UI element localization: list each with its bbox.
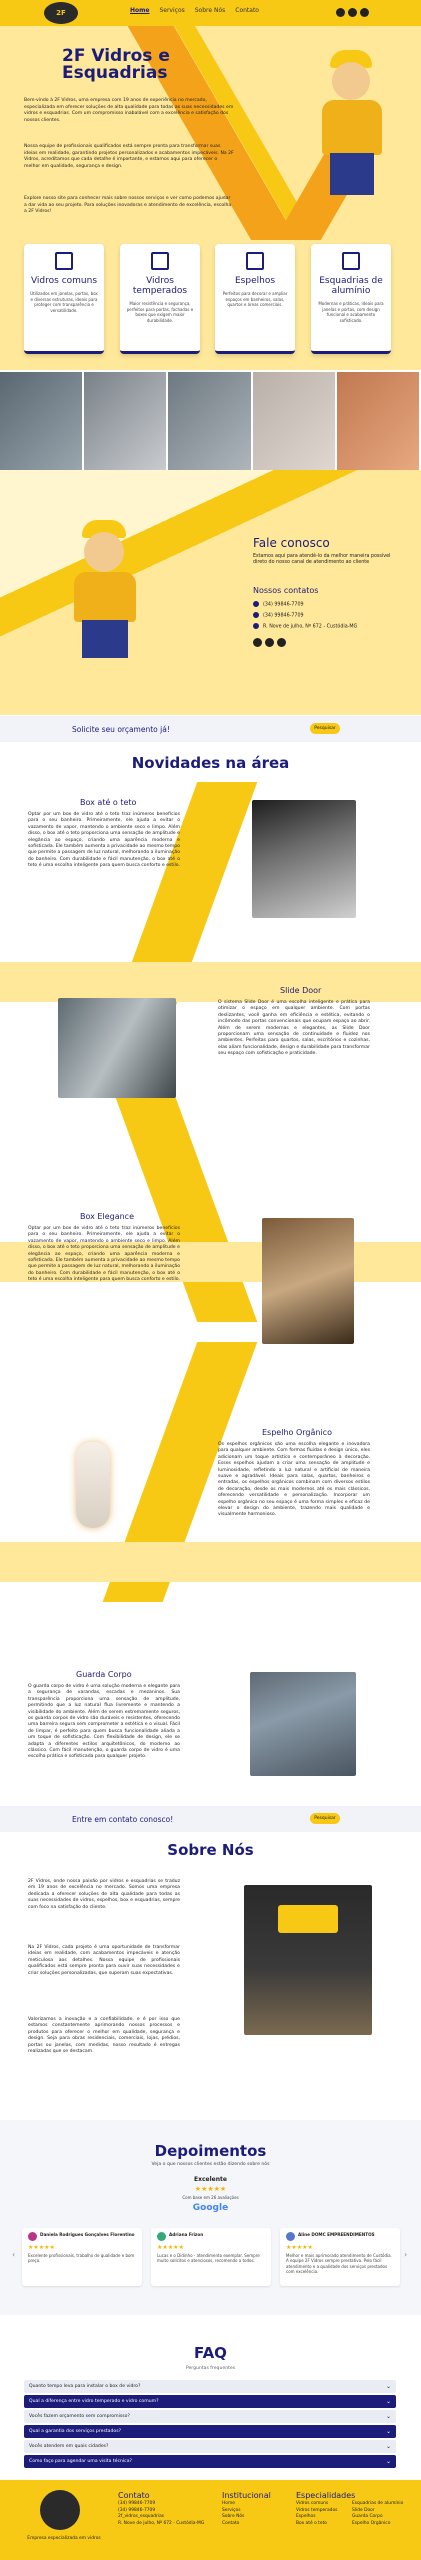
service-card[interactable] [24,244,104,354]
hero-paragraph: Bem-vindo à 2F Vidros, uma empresa com 19 anos de experiência no mercado, especializada em oferecer soluções de alta qualidade para todas as suas necessidades em vidros e esquadrias. Com um compromisso inabalável com a excelência e satisfação dos nossos clientes. [24,98,234,123]
hero-title: 2F Vidros e Esquadrias [62,46,170,83]
testimonials-subtitle: Veja o que nossos clientes estão dizendo sobre nós [151,2162,270,2167]
news-item-text: Optar por um box de vidro até o teto traz inúmeros benefícios para o seu banheiro. Primeiramente, ele ajuda a evitar o vazamento de vapor, mantendo o ambiente seco e limpo. Além disso, o box até o teto proporciona uma sensação de amplitude e elegância ao espaço, criando uma aparência moderna e sofisticada. Ele também aumenta a privacidade ao mesmo tempo que permite a passagem de luz natural, melhorando a iluminação do banheiro. Com durabilidade e fácil manutenção, o box até o teto é uma escolha inteligente para quem busca conforto e estilo. [28,812,180,869]
rating-text: Com base em 26 avaliações [182,2195,239,2200]
faq-item[interactable]: Qual a garantia dos serviços prestados? ⌄ [24,2425,396,2438]
mascot-illustration [312,50,392,200]
location-icon [253,623,259,629]
news-section [0,742,421,1788]
quote-text: Solicite seu orçamento já! [72,725,170,734]
footer-especialidades: Especialidades Vidros comuns Vidros temperados Espelhos Box até o teto [296,2491,356,2526]
elegance-image [262,1218,354,1344]
card-title: Vidros comuns [30,276,98,286]
instagram-icon[interactable] [253,638,262,647]
avatar [157,2232,166,2241]
footer-institucional: Institucional Home Serviços Sobre Nós Contato [222,2491,271,2526]
gallery-image[interactable] [337,372,421,470]
rating-label: Excelente [194,2176,227,2183]
social-icons [336,8,369,17]
decor-band [0,962,421,1002]
card-desc: Modernas e práticas, ideais para janelas e portas, com design funcional e acabamento sofisticado. [318,301,384,323]
faq-title: FAQ [194,2344,227,2362]
faq-subtitle: Perguntas frequentes [185,2366,236,2371]
contact-bar-text: Entre em contato conosco! [72,1815,174,1824]
footer [0,2480,421,2560]
card-title: Esquadrias de alumínio [319,276,383,296]
hero-section [0,26,421,240]
contact-address: R. Nove de julho, Nº 672 - Custódia-MG [253,623,357,630]
testimonials-section [0,2120,421,2315]
gallery-image[interactable] [168,372,252,470]
hero-paragraph: Explore nosso site para conhecer mais sobre nossos serviços e ver como podemos ajudar a dar vida ao seu projeto. Para soluções inovadoras e atendimento de excelência, escolha a 2F Vidros! [24,196,232,214]
contact-subtitle: Estamos aqui para atendê-lo da melhor maneira possível direto do nosso canal de atendimento ao cliente [253,554,391,565]
faq-item[interactable]: Qual a diferença entre vidro temperado e vidro comum? ⌄ [24,2395,396,2408]
slide-door-image [58,998,176,1098]
service-card[interactable] [120,244,200,354]
service-card[interactable] [215,244,295,354]
top-nav [0,0,421,26]
mirror-image [76,1442,110,1528]
footer-company: Empresa especializada em vidros [27,2536,101,2541]
decor-band [0,1542,421,1582]
chevron-down-icon: ⌄ [385,2443,391,2450]
glass-icon [151,252,169,270]
card-desc: Perfeitos para decorar e ampliar espaços em banheiros, salas, quartos e áreas comerciais. [222,291,288,307]
rating-stars: ★★★★★ [194,2185,227,2193]
nav-sobre[interactable]: Sobre Nós [194,7,226,14]
about-paragraph: 2F Vidros, onde nossa paixão por vidros e esquadrias se traduz em 19 anos de excelência no mercado. Somos uma empresa dedicada a oferecer soluções de alta qualidade para todas as suas necessidades de vidros, espelhos, box e esquadrias, sempre com foco na satisfação do cliente. [28,1879,180,1910]
card-desc: Maior resistência e segurança, perfeitos para portas, fachadas e boxes que exigem maior durabilidade. [126,301,194,323]
testimonials-title: Depoimentos [154,2142,267,2160]
logo[interactable]: 2F [44,2,78,24]
news-item-text: O sistema Slide Door é uma escolha inteligente e prática para otimizar o espaço em qualquer ambiente. Com portas deslizantes, você ganha em eficiência e estética, evitando o incômodo das portas convencionais que ocupam espaço ao abrir. Além de serem modernas e elegantes, as Slide Door proporcionam uma sensação de continuidade e fluidez nos ambientes. Perfeitas para quartos, salas, escritórios e cozinhas, elas aliam funcionalidade, design e durabilidade para transformar seu espaço com sofisticação e praticidade. [218,1000,370,1057]
about-paragraph: Na 2F Vidros, cada projeto é uma oportunidade de transformar ideias em realidade, com acabamentos impecáveis e atenção meticulosa aos detalhes. Nossa equipe de profissionais qualificados está sempre pronta para ouvir suas necessidades e criar soluções personalizadas, que superam suas expectativas. [28,1945,180,1976]
footer-contact: Contato (34) 99846-7709 (34) 99846-7709 2f_vidros_esquadrias R. Nove de julho, Nº 672 - Custódia-MG [118,2491,205,2526]
photo-gallery [0,372,421,470]
quote-bar [0,716,421,742]
review-card: Adriana Frizon ★★★★★ Lucas e o Didinho - atendimento exemplar. Sempre muito solícitos e atenciosos, recomendo a todos. [151,2228,271,2286]
chevron-down-icon: ⌄ [385,2428,391,2435]
card-desc: Utilizados em janelas, portas, box e diversas estruturas, ideais para proteger com transparência e versatilidade. [30,291,98,313]
news-item-title: Box até o teto [80,798,137,807]
quote-button[interactable]: Pesquisar [310,723,340,734]
contact-social [253,638,286,647]
chevron-down-icon: ⌄ [385,2458,391,2465]
contact-section [0,470,421,715]
mascot-illustration [60,520,150,660]
faq-item[interactable]: Quanto tempo leva para instalar o box de vidro? ⌄ [24,2380,396,2393]
about-paragraph: Valorizamos a inovação e a confiabilidade, e é por isso que estamos constantemente aprimorando nossos processos e produtos para oferecer o melhor em qualidade, segurança e design. Seja para obras residenciais, comerciais, lojas, prédios, portas ou janelas, com medidas, nosso resultado é entregas realizadas que se destacam. [28,2017,180,2055]
box-image [252,800,356,918]
nav-links [130,7,259,14]
google-logo: Google [192,2203,229,2213]
contact-bar [0,1806,421,1832]
about-title: Sobre Nós [167,1841,254,1859]
facebook-icon[interactable] [265,638,274,647]
instagram-icon[interactable] [336,8,345,17]
gallery-image[interactable] [253,372,337,470]
prev-arrow-icon[interactable]: ‹ [12,2250,16,2259]
window-icon [55,252,73,270]
phone-icon [253,601,259,607]
chevron-down-icon: ⌄ [385,2413,391,2420]
review-card: Aline DOMC EMPREENDIMENTOS ★★★★★ Melhor e mais aprimorado atendimento de Custódia. A equipe 2F Vidros sempre prestativa. Pelo fácil atendimento e a qualidade dos serviços prestados com excelência. [280,2228,400,2286]
guard-rail-image [250,1672,356,1776]
whatsapp-icon[interactable] [360,8,369,17]
faq-item[interactable]: Como faço para agendar uma visita técnica? ⌄ [24,2455,396,2468]
nav-home[interactable]: Home [130,7,150,14]
contact-whatsapp[interactable]: (34) 99846-7709 [253,612,304,619]
contact-bar-button[interactable]: Pesquisar [310,1813,340,1824]
facebook-icon[interactable] [348,8,357,17]
review-card: Daniela Rodrigues Gonçalves Florentino ★★★★★ Excelente profissionais, trabalho de qualidade e bom preço. [22,2228,142,2286]
card-title: Vidros temperados [132,276,188,296]
avatar [286,2232,295,2241]
news-item-text: O guarda corpo de vidro é uma solução moderna e elegante para a segurança de varandas, escadas e mezaninos. Sua transparência proporciona uma sensação de amplitude, permitindo que a luz natural flua livremente e mantendo a visibilidade do ambiente. Além de serem extremamente seguros, os guarda corpos de vidro são duráveis e resistentes, oferecendo uma barreira segura sem comprometer a estética e o visual. Fácil de limpar, é perfeito para quem busca funcionalidade aliada a um toque de sofisticação. Com flexibilidade de design, ele se adapta a diferentes estilos arquitetônicos, do moderno ao clássico. Com fácil manutenção, o guarda corpo de vidro é uma escolha prática e sofisticada para qualquer projeto. [28,1684,180,1760]
card-title: Espelhos [234,276,276,286]
whatsapp-icon[interactable] [277,638,286,647]
news-title: Novidades na área [131,754,290,772]
nav-contato[interactable]: Contato [235,7,259,14]
news-item-text: Os espelhos orgânicos são uma escolha elegante e inovadora para qualquer ambiente. Com formas fluidas e design único, eles adicionam um toque artístico e contemporâneo à decoração. Esses espelhos ajudam a criar uma sensação de amplitude e luminosidade, refletindo a luz natural e artificial de maneira suave e agradável. Ideais para salas, quartos, banheiros e entradas, os espelhos orgânicos combinam com diversos estilos de decoração, desde os mais modernos até os mais clássicos, oferecendo versatilidade e personalização. Incorporar um espelho orgânico no seu espaço é uma forma simples e eficaz de elevar o design do ambiente, trazendo mais qualidade e visualmente harmonioso. [218,1442,370,1518]
next-arrow-icon[interactable]: › [404,2250,408,2259]
about-section [0,1835,421,2115]
store-image [244,1885,372,2035]
news-item-title: Box Elegance [80,1212,134,1221]
frame-icon [342,252,360,270]
news-item-title: Slide Door [280,986,322,995]
services-section [0,240,421,370]
service-card[interactable] [311,244,391,354]
footer-especialidades-2: Esquadrias de alumínio Slide Door Guarda Corpo Espelho Orgânico [352,2501,404,2526]
chevron-down-icon: ⌄ [385,2398,391,2405]
avatar [28,2232,37,2241]
hero-paragraph: Nossa equipe de profissionais qualificados está sempre pronta para transformar suas ideias em realidade, garantindo projetos personalizados e acabamentos impecáveis. Na 2F Vidros, acreditamos que cada detalhe é importante, e estamos aqui para oferecer o melhor em qualidade, segurança e design. [24,144,234,169]
faq-section [0,2320,421,2480]
news-item-title: Espelho Orgânico [262,1428,332,1437]
news-item-text: Optar por um box de vidro até o teto traz inúmeros benefícios para o seu banheiro. Primeiramente, ele ajuda a evitar o vazamento de vapor, mantendo o ambiente seco e limpo. Além disso, o box até o teto proporciona uma sensação de amplitude e elegância ao espaço, criando uma aparência moderna e sofisticada. Ele também aumenta a privacidade ao mesmo tempo que permite a passagem de luz natural, melhorando a iluminação do banheiro. Com durabilidade e fácil manutenção, o box até o teto é uma escolha inteligente para quem busca conforto e estilo. [28,1226,180,1283]
gallery-image[interactable] [84,372,168,470]
nav-servicos[interactable]: Serviços [159,7,185,14]
footer-logo[interactable] [40,2490,80,2530]
contacts-heading: Nossos contatos [253,586,319,595]
faq-item[interactable]: Vocês atendem em quais cidades? ⌄ [24,2440,396,2453]
whatsapp-icon [253,612,259,618]
contact-title: Fale conosco [253,536,330,550]
chevron-down-icon: ⌄ [385,2383,391,2390]
faq-item[interactable]: Vocês fazem orçamento sem compromisso? ⌄ [24,2410,396,2423]
mirror-icon [246,252,264,270]
gallery-image[interactable] [0,372,84,470]
contact-phone[interactable]: (34) 99846-7709 [253,601,304,608]
news-item-title: Guarda Corpo [76,1670,132,1679]
